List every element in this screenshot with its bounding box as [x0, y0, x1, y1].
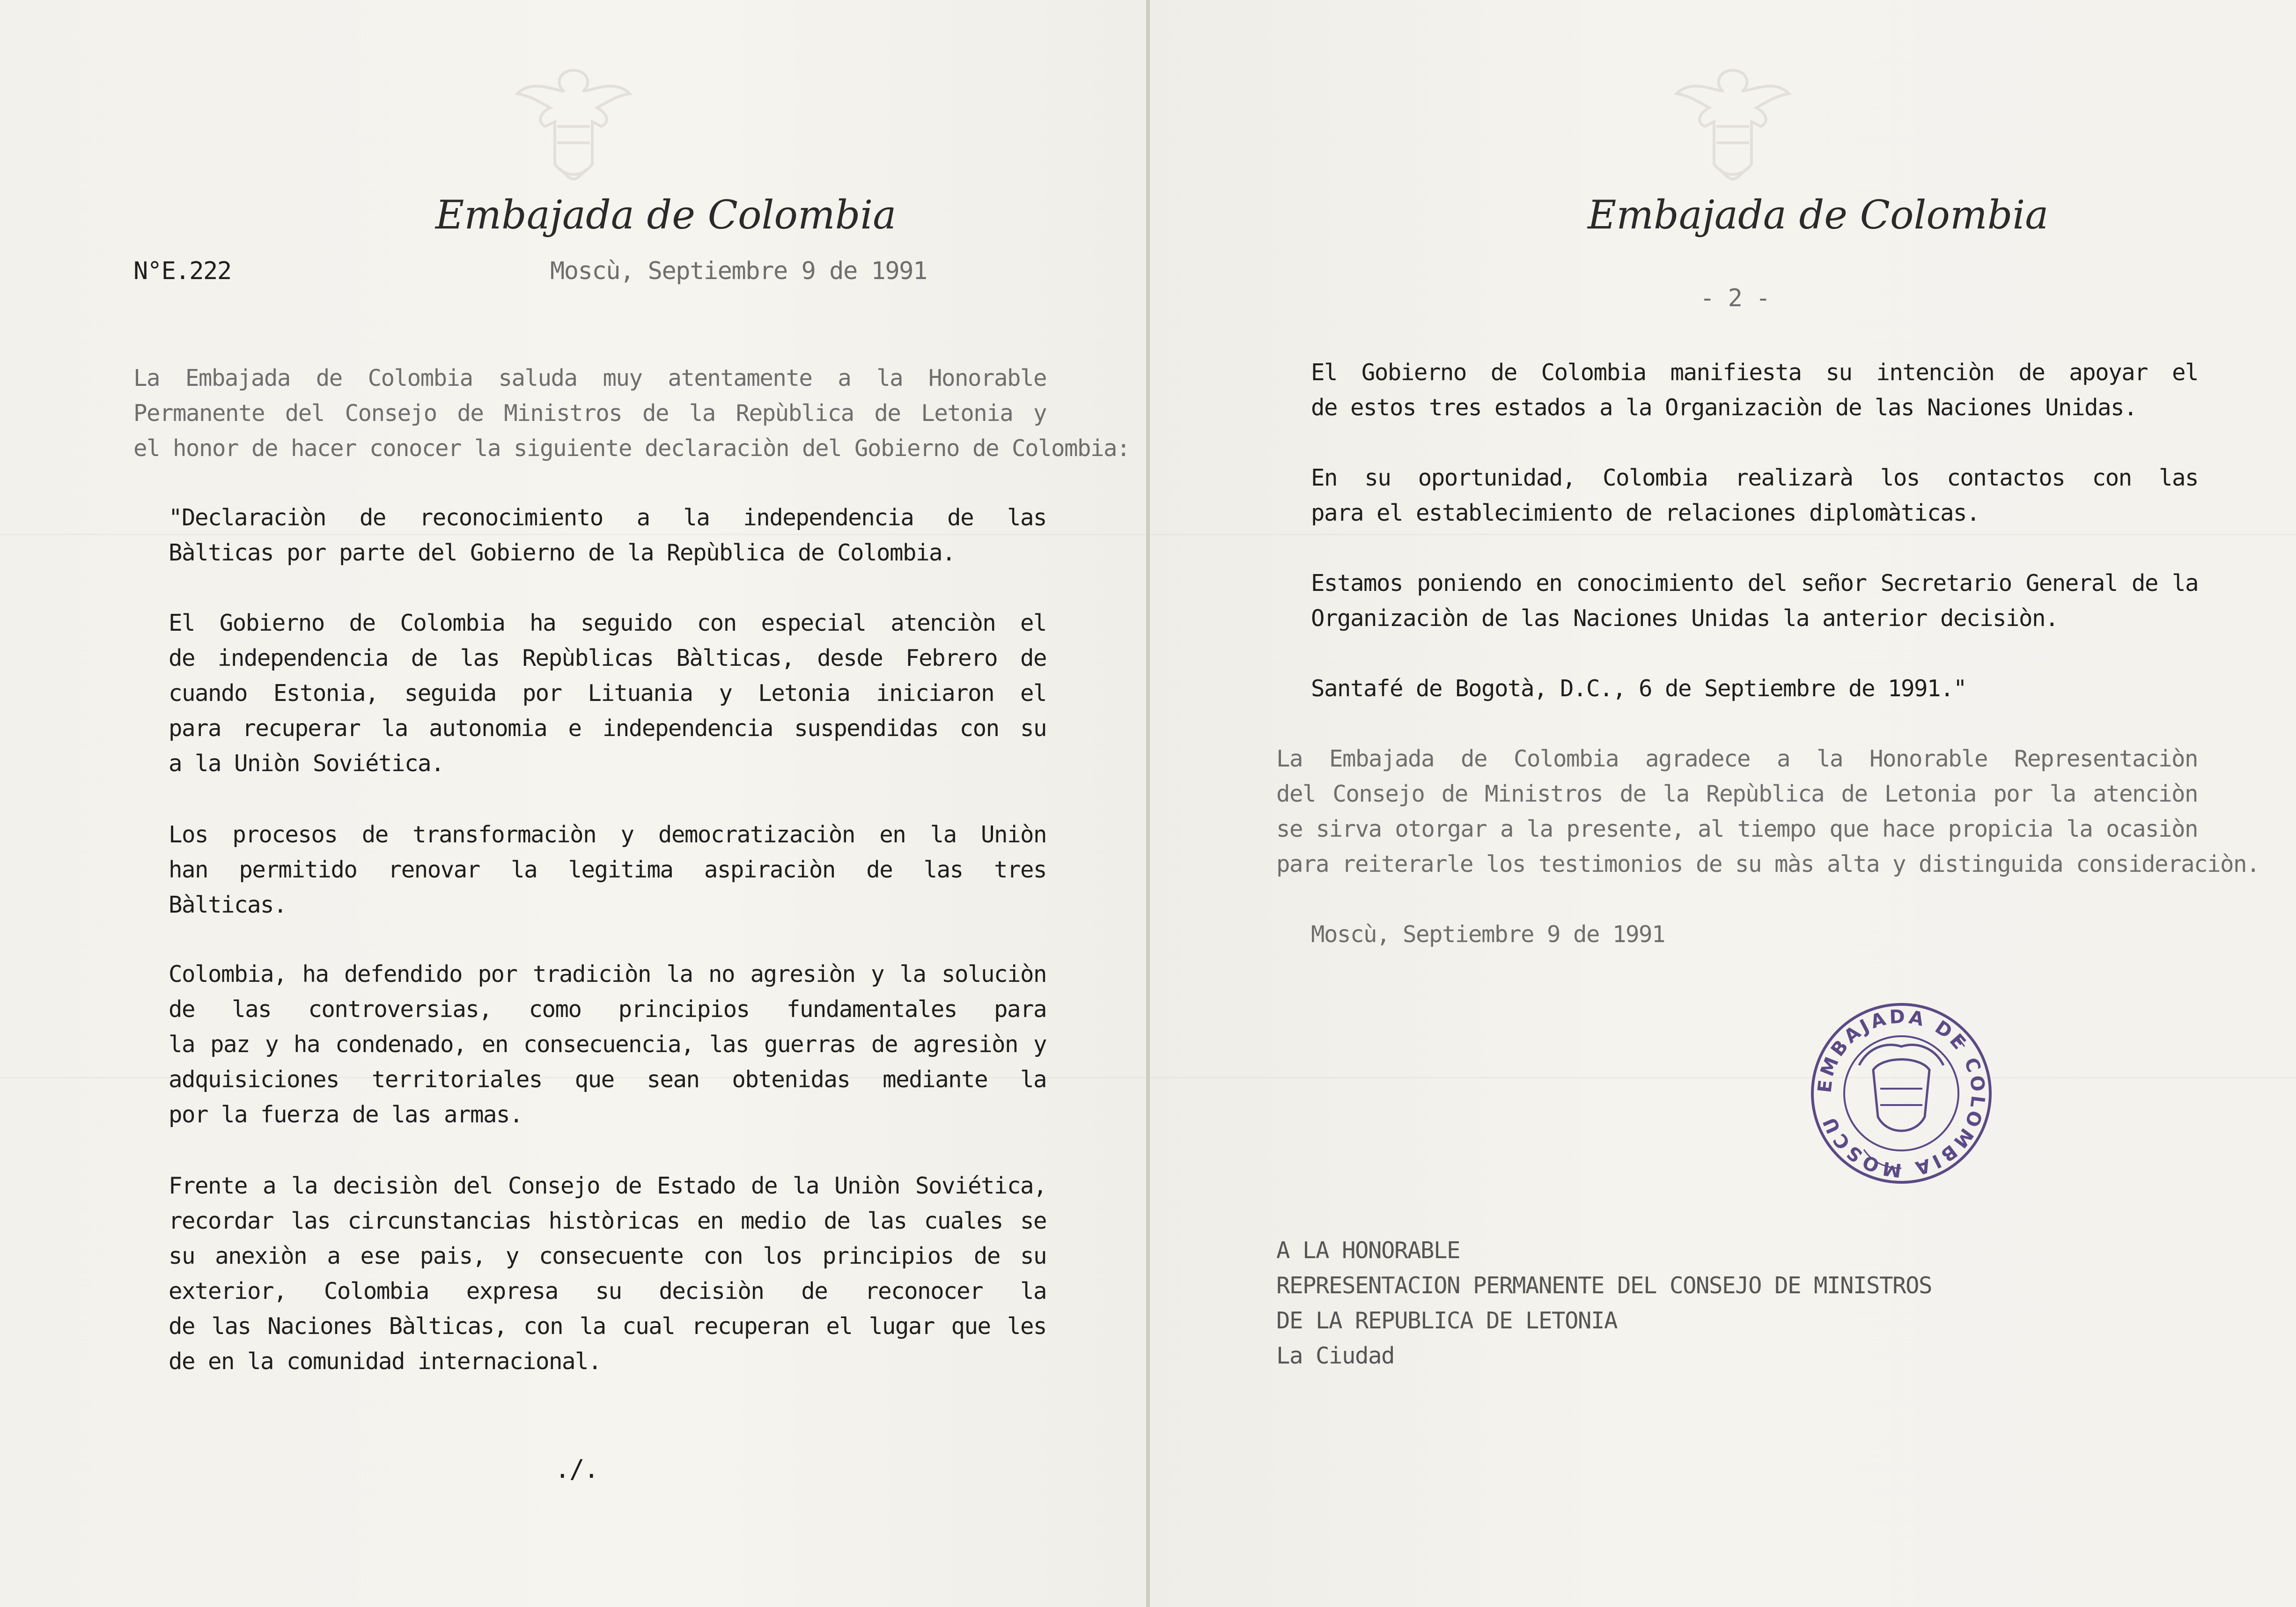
text-line: "Declaraciòn de reconocimiento a la independencia de las: [169, 504, 1046, 531]
text-line: Bàlticas.: [169, 892, 287, 918]
text-line: han permitido renovar la legitima aspiraciòn de las tres: [169, 856, 1046, 883]
text-line: La Embajada de Colombia agradece a la Honorable Representaciòn: [1276, 745, 2198, 772]
declaration-paragraph-6: [1311, 460, 2198, 531]
text-line: El Gobierno de Colombia ha seguido con especial atenciòn el: [169, 610, 1046, 636]
stamp-text: EMBAJADA DE COLOMBIA MOSCU: [1814, 1006, 1989, 1181]
text-line: El Gobierno de Colombia manifiesta su intenciòn de apoyar el: [1311, 359, 2198, 386]
text-line: a la Uniòn Soviética.: [169, 750, 444, 777]
letterhead-title: Embajada de Colombia: [1588, 192, 2049, 238]
page-divider: [1146, 0, 1150, 1607]
text-line: Los procesos de transformaciòn y democratizaciòn en la Uniòn: [169, 821, 1046, 848]
declaration-title: [169, 500, 1046, 570]
declaration-paragraph-2: [169, 817, 1046, 922]
place-date: Moscù, Septiembre 9 de 1991: [550, 257, 927, 285]
text-line: se sirva otorgar a la presente, al tiempo que hace propicia la ocasiòn: [1276, 816, 2198, 842]
text-line: Permanente del Consejo de Ministros de la Repùblica de Letonia y: [133, 400, 1046, 427]
declaration-paragraph-1: [169, 605, 1046, 781]
declaration-paragraph-7: [1311, 566, 2198, 636]
text-line: La Ciudad: [1276, 1342, 1395, 1369]
reference-number: N°E.222: [133, 257, 231, 285]
embossed-coat-of-arms-icon: [503, 52, 644, 192]
text-line: La Embajada de Colombia saluda muy atentamente a la Honorable: [133, 365, 1046, 391]
page-number: - 2 -: [1700, 284, 1770, 312]
text-line: de las Naciones Bàlticas, con la cual recuperan el lugar que les: [169, 1313, 1046, 1340]
text-line: Colombia, ha defendido por tradiciòn la no agresiòn y la soluciòn: [169, 961, 1046, 988]
text-line: adquisiciones territoriales que sean obtenidas mediante la: [169, 1066, 1046, 1093]
intro-paragraph: [133, 361, 1130, 466]
paper-fold: [1150, 1077, 2296, 1078]
text-line: REPRESENTACION PERMANENTE DEL CONSEJO DE MINISTROS: [1276, 1272, 1932, 1299]
text-line: para recuperar la autonomia e independencia suspendidas con su: [169, 715, 1046, 742]
text-line: recordar las circunstancias històricas en medio de las cuales se: [169, 1208, 1046, 1234]
text-line: cuando Estonia, seguida por Lituania y Letonia iniciaron el: [169, 680, 1046, 707]
text-line: la paz y ha condenado, en consecuencia, las guerras de agresiòn y: [169, 1031, 1046, 1058]
addressee-block: [1276, 1233, 2025, 1373]
text-line: de independencia de las Repùblicas Bàlticas, desde Febrero de: [169, 645, 1046, 671]
letter-page-1: [0, 0, 1146, 1607]
text-line: En su oportunidad, Colombia realizarà los contactos con las: [1311, 464, 2198, 491]
closing-paragraph: [1276, 741, 2260, 882]
text-line: DE LA REPUBLICA DE LETONIA: [1276, 1307, 1618, 1334]
declaration-paragraph-4: [169, 1168, 1046, 1379]
embossed-coat-of-arms-icon: [1663, 52, 1803, 192]
text-line: su anexiòn a ese pais, y consecuente con los principios de su: [169, 1243, 1046, 1269]
declaration-signature-line: Santafé de Bogotà, D.C., 6 de Septiembre de 1991.": [1311, 675, 1967, 702]
text-line: para reiterarle los testimonios de su màs alta y distinguida consideraciòn.: [1276, 851, 2260, 877]
paper-fold: [1150, 534, 2296, 535]
text-line: Bàlticas por parte del Gobierno de la Repùblica de Colombia.: [169, 539, 956, 566]
letterhead-title: Embajada de Colombia: [435, 192, 897, 238]
embassy-stamp-icon: [1803, 995, 2000, 1192]
letter-page-2: [1150, 0, 2296, 1607]
text-line: por la fuerza de las armas.: [169, 1101, 523, 1128]
text-line: de las controversias, como principios fundamentales para: [169, 996, 1046, 1023]
text-line: A LA HONORABLE: [1276, 1237, 1460, 1264]
text-line: exterior, Colombia expresa su decisiòn de reconocer la: [169, 1278, 1046, 1305]
declaration-paragraph-5: [1311, 355, 2198, 425]
text-line: de estos tres estados a la Organizaciòn de las Naciones Unidas.: [1311, 394, 2137, 421]
text-line: Estamos poniendo en conocimiento del señor Secretario General de la: [1311, 570, 2198, 597]
declaration-paragraph-3: [169, 957, 1046, 1132]
text-line: Frente a la decisiòn del Consejo de Estado de la Uniòn Soviética,: [169, 1172, 1046, 1199]
place-date: Moscù, Septiembre 9 de 1991: [1311, 921, 1665, 948]
text-line: para el establecimiento de relaciones diplomàticas.: [1311, 500, 1980, 526]
text-line: el honor de hacer conocer la siguiente declaraciòn del Gobierno de Colombia:: [133, 435, 1130, 462]
text-line: de en la comunidad internacional.: [169, 1348, 602, 1375]
continuation-mark: ./.: [555, 1454, 599, 1484]
text-line: Organizaciòn de las Naciones Unidas la anterior decisiòn.: [1311, 605, 2059, 632]
svg-text:EMBAJADA DE COLOMBIA MOSCU: [1814, 1006, 1989, 1181]
text-line: del Consejo de Ministros de la Repùblica de Letonia por la atenciòn: [1276, 781, 2198, 807]
